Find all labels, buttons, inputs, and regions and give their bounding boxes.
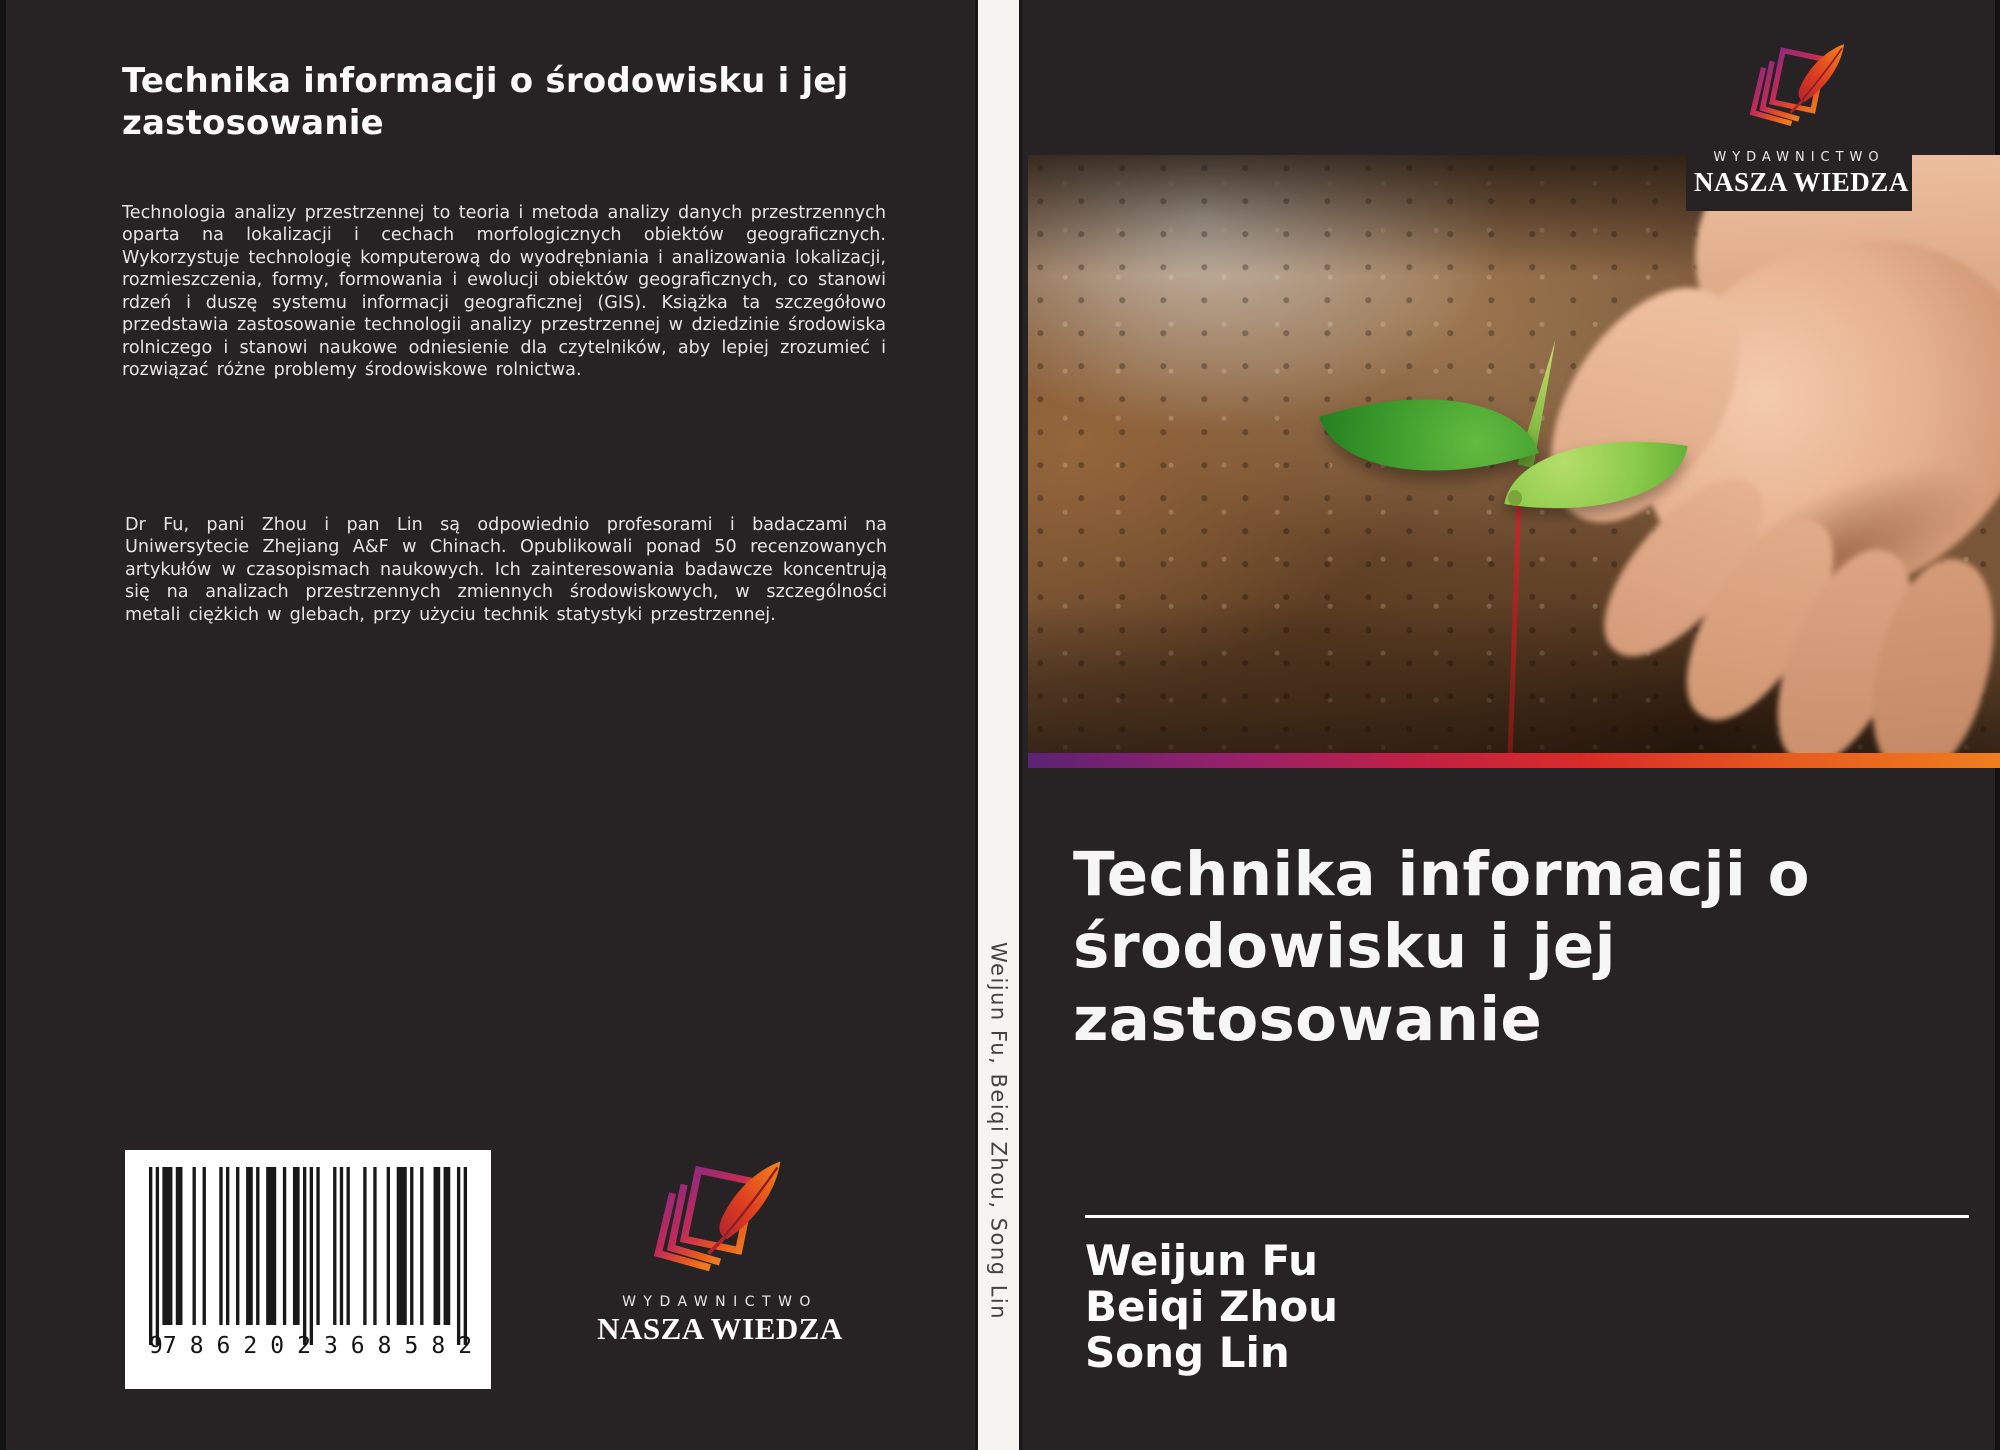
publisher-name-top: WYDAWNICTWO	[1713, 150, 1885, 165]
accent-gradient-bar	[1028, 753, 2000, 768]
book-spine	[975, 0, 1022, 1450]
cover-photo-seedling-in-soil	[1028, 155, 2000, 755]
barcode-digits	[149, 1333, 486, 1359]
seedling-illustration	[1328, 340, 1668, 755]
publisher-name-bottom: NASZA WIEDZA	[1694, 167, 1909, 197]
author-name: Weijun Fu	[1085, 1236, 1319, 1285]
author-divider-line	[1085, 1215, 1969, 1218]
isbn-barcode	[125, 1150, 491, 1389]
publisher-logo-textbox	[1686, 143, 1912, 211]
publisher-logo-back	[582, 1150, 858, 1347]
barcode-bars-icon	[149, 1167, 467, 1345]
front-cover	[1028, 0, 2000, 1450]
spine-authors: Weijun Fu, Beiqi Zhou, Song Lin	[986, 942, 1011, 1321]
publisher-name-bottom: NASZA WIEDZA	[597, 1311, 843, 1346]
author-name: Beiqi Zhou	[1085, 1282, 1339, 1331]
barcode-digit-group: 9	[149, 1333, 163, 1359]
back-cover	[0, 0, 965, 1450]
author-names	[1085, 1238, 1338, 1376]
author-name: Song Lin	[1085, 1328, 1290, 1377]
author-bio: Dr Fu, pani Zhou i pan Lin są odpowiednio profesorami i badaczami na Uniwersytecie Zhejiang A&F w Chinach. Opublikowali ponad 50 recenzowanych artykułów w czasopismach naukowych. Ich zainteresowania badawcze koncentrują się na analizach przestrzennych zmiennych środowiskowych, w szczególności metali ciężkich w glebach, przy użyciu technik statystyki przestrzennej.	[125, 514, 887, 625]
barcode-digit-group: 368582	[323, 1333, 486, 1359]
publisher-name-top: WYDAWNICTWO	[622, 1294, 818, 1310]
seedling-stem	[1508, 503, 1522, 755]
publisher-book-feather-icon	[1686, 35, 1912, 143]
book-description: Technologia analizy przestrzennej to teoria i metoda analizy danych przestrzennych oparta na lokalizacji i cechach morfologicznych obiektów geograficznych. Wykorzystuje technologię komputerową do wyodrębniania i analizowania lokalizacji, rozmieszczenia, formy, formowania i ewolucji obiektów geograficznych, co stanowi rdzeń i duszę systemu informacji geograficznej (GIS). Książka ta szczegółowo przedstawia zastosowanie technologii analizy przestrzennej w dziedzinie środowiska rolniczego i stanowi naukowe odniesienie dla czytelników, aby lepiej zrozumieć i rozwiązać różne problemy środowiskowe rolnictwa.	[122, 202, 886, 381]
front-cover-title: Technika informacji o środowisku i jej zastosowanie	[1073, 838, 1810, 1056]
seedling-leaf-left	[1319, 356, 1539, 514]
barcode-digit-group: 786202	[162, 1333, 324, 1359]
publisher-logo-front	[1686, 35, 1912, 211]
back-cover-title: Technika informacji o środowisku i jej zastosowanie	[122, 61, 849, 144]
seedling-node	[1508, 490, 1522, 506]
publisher-book-feather-icon	[582, 1150, 858, 1292]
